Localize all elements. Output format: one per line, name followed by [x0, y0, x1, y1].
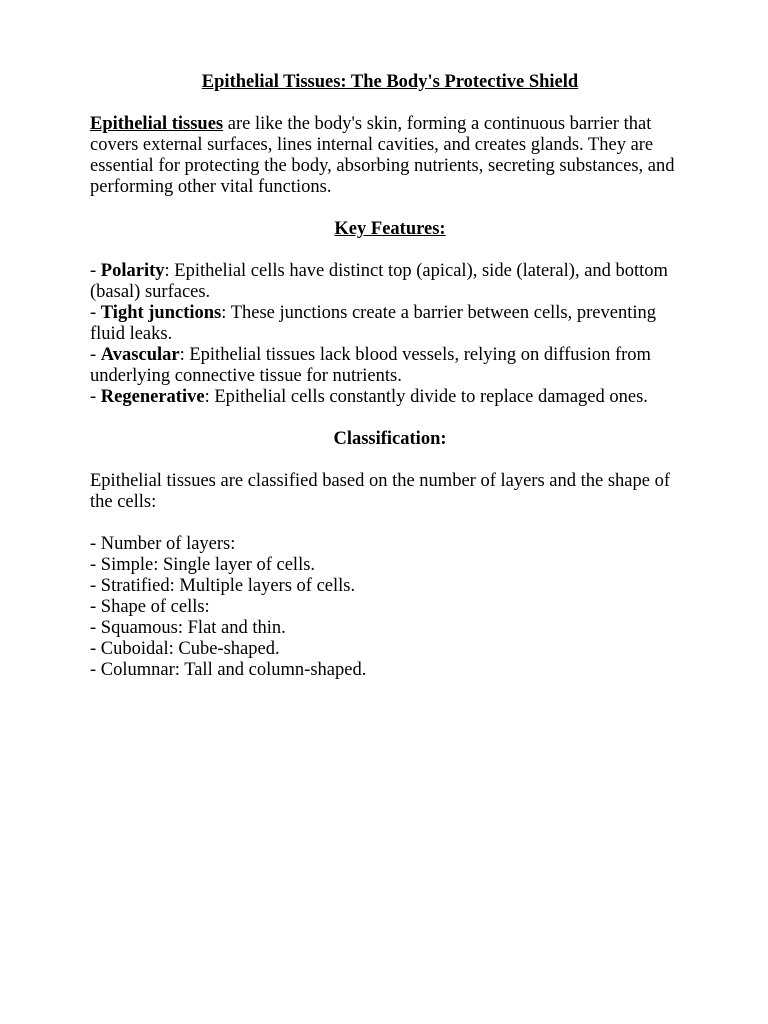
intro-paragraph: [90, 114, 690, 198]
classification-item-cuboidal: - Cuboidal: Cube-shaped.: [90, 639, 280, 659]
feature-text: : Epithelial cells have distinct top (apical), side (lateral), and bottom (basal) surfaces.: [90, 261, 668, 302]
classification-heading: Classification:: [333, 429, 447, 449]
feature-term: Avascular: [100, 345, 180, 365]
feature-term: Tight junctions: [100, 303, 222, 323]
feature-term: Polarity: [100, 261, 165, 281]
classification-item-stratified: - Stratified: Multiple layers of cells.: [90, 576, 356, 596]
key-features-heading: Key Features:: [334, 219, 446, 239]
intro-text: are like the body's skin, forming a continuous barrier that covers external surfaces, lines internal cavities, and creates glands. They are essential for protecting the body, absorbing nutrients, secreting substances, and performing other vital functions.: [90, 114, 675, 197]
feature-term: Regenerative: [100, 387, 205, 407]
classification-item-simple: - Simple: Single layer of cells.: [90, 555, 316, 575]
feature-prefix: -: [90, 303, 101, 323]
classification-item-number-of-layers: - Number of layers:: [90, 534, 236, 554]
feature-text: : Epithelial tissues lack blood vessels, relying on diffusion from underlying connective tissue for nutrients.: [90, 345, 651, 386]
classification-item-columnar: - Columnar: Tall and column-shaped.: [90, 660, 367, 680]
feature-item-polarity: [90, 261, 690, 303]
classification-list: [90, 534, 690, 681]
classification-intro: Epithelial tissues are classified based on the number of layers and the shape of the cells:: [90, 471, 670, 512]
feature-item-avascular: [90, 345, 690, 387]
classification-item-shape-of-cells: - Shape of cells:: [90, 597, 210, 617]
feature-prefix: -: [90, 261, 101, 281]
document-title: Epithelial Tissues: The Body's Protective Shield: [201, 72, 579, 92]
document-body: [90, 70, 690, 681]
feature-text: : Epithelial cells constantly divide to replace damaged ones.: [204, 387, 648, 407]
feature-prefix: -: [90, 387, 101, 407]
feature-item-tight-junctions: [90, 303, 690, 345]
intro-term: Epithelial tissues: [90, 114, 224, 134]
feature-text: : These junctions create a barrier between cells, preventing fluid leaks.: [90, 303, 656, 344]
feature-item-regenerative: [90, 387, 690, 408]
key-features-list: [90, 261, 690, 408]
classification-item-squamous: - Squamous: Flat and thin.: [90, 618, 286, 638]
feature-prefix: -: [90, 345, 101, 365]
